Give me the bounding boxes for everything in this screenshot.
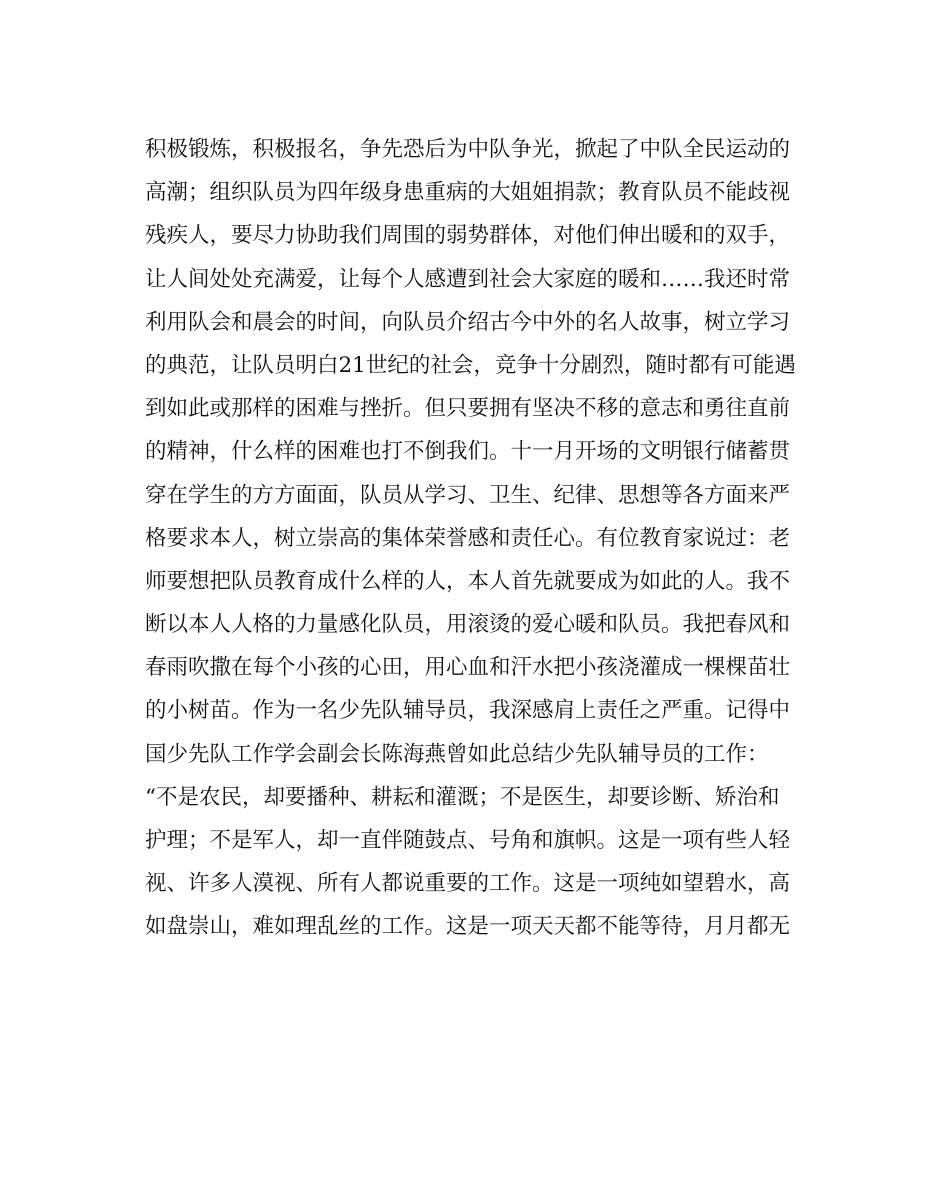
text-line: “不是农民，却要播种、耕耘和灌溉；不是医生，却要诊断、矫治和 (145, 784, 780, 810)
text-line: 格要求本人，树立崇高的集体荣誉感和责任心。有位教育家说过：老 (145, 525, 791, 551)
text-line: 如盘崇山，难如理乱丝的工作。这是一项天天都不能等待，月月都无 (145, 914, 791, 940)
text-line: 断以本人人格的力量感化队员，用滚烫的爱心暖和队员。我把春风和 (145, 612, 791, 638)
text-line: 春雨吹撒在每个小孩的心田，用心血和汗水把小孩浇灌成一棵棵苗壮 (145, 655, 791, 681)
text-line: 的小树苗。作为一名少先队辅导员，我深感肩上责任之严重。记得中 (145, 698, 791, 724)
text-line: 护理；不是军人，却一直伴随鼓点、号角和旗帜。这是一项有些人轻 (145, 828, 791, 853)
text-line: 高潮；组织队员为四年级身患重病的大姐姐捐款；教育队员不能歧视 (145, 180, 791, 206)
text-line: 积极锻炼，积极报名，争先恐后为中队争光，掀起了中队全民运动的 (145, 137, 791, 162)
text-line: 视、许多人漠视、所有人都说重要的工作。这是一项纯如望碧水，高 (145, 871, 791, 897)
text-line: 到如此或那样的困难与挫折。但只要拥有坚决不移的意志和勇往直前 (145, 396, 791, 422)
text-line: 的典范，让队员明白21世纪的社会，竞争十分剧烈，随时都有可能遇 (145, 352, 796, 378)
text-line: 国少先队工作学会副会长陈海燕曾如此总结少先队辅导员的工作： (145, 741, 769, 767)
text-line: 让人间处处充满爱，让每个人感遭到社会大家庭的暖和……我还时常 (145, 266, 791, 292)
text-line: 利用队会和晨会的时间，向队员介绍古今中外的名人故事，树立学习 (145, 309, 791, 335)
text-line: 的精神，什么样的困难也打不倒我们。十一月开场的文明银行储蓄贯 (145, 439, 791, 465)
text-line: 穿在学生的方方面面，队员从学习、卫生、纪律、思想等各方面来严 (145, 482, 791, 508)
body-text (145, 128, 810, 949)
text-line: 师要想把队员教育成什么样的人，本人首先就要成为如此的人。我不 (145, 568, 791, 594)
text-line: 残疾人，要尽力协助我们周围的弱势群体，对他们伸出暖和的双手， (145, 223, 791, 249)
